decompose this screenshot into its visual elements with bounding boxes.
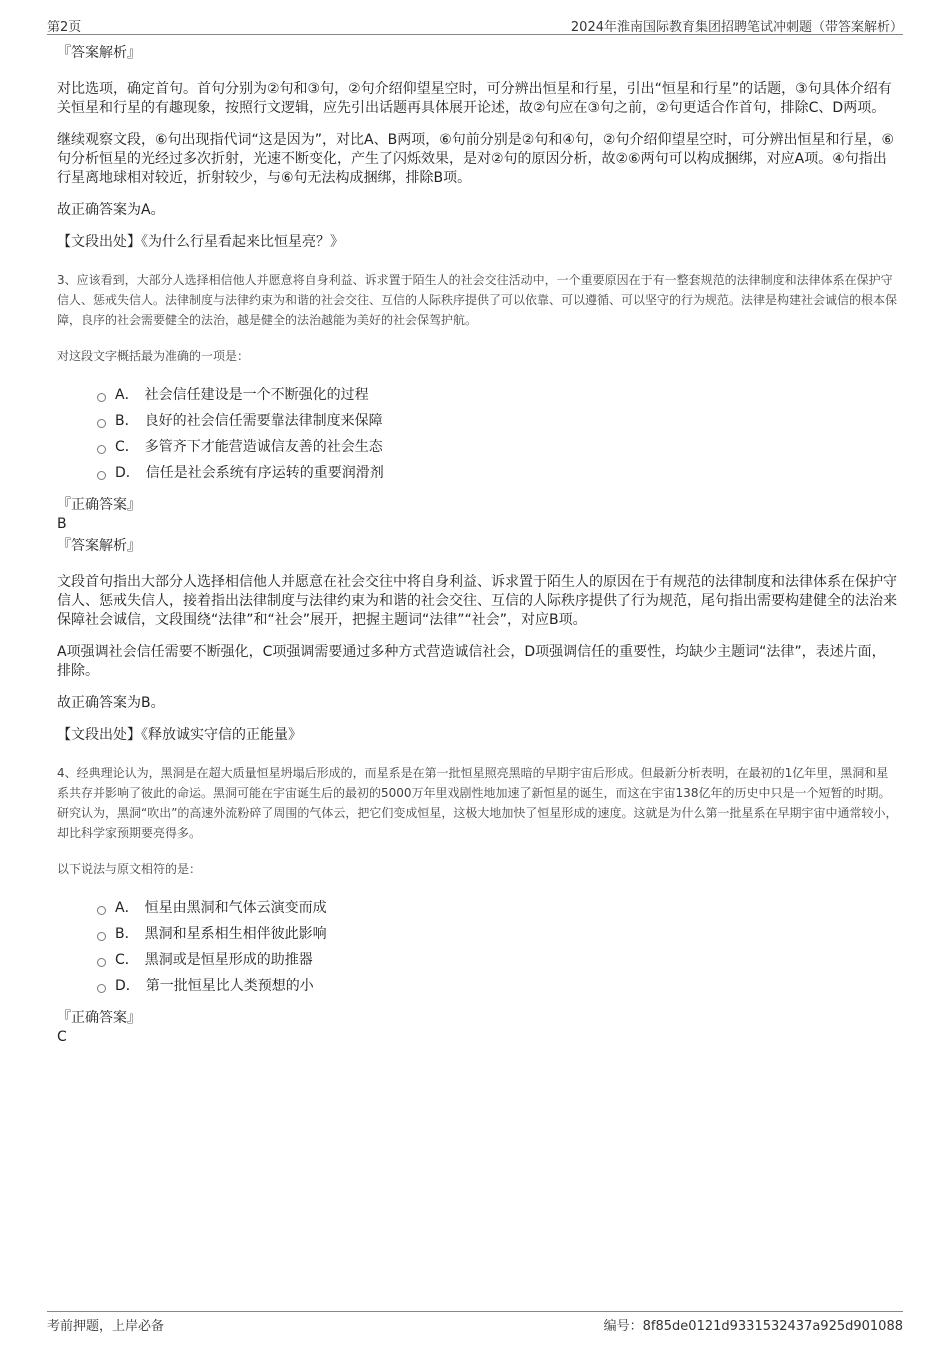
page-header (47, 14, 903, 35)
q4-passage: 4、经典理论认为，黑洞是在超大质量恒星坍塌后形成的，而星系是在第一批恒星照亮黑暗的早期宇宙后形成。但最新分析表明，在最初的1亿年里，黑洞和星系共存并影响了彼此的命运。黑洞可能在宇宙诞生后的最初的5000万年里戏剧性地加速了新恒星的诞生，而这在宇宙138亿年的历史中只是一个短暂的时期。研究认为，黑洞“吹出”的高速外流粉碎了周围的气体云，把它们变成恒星，这极大地加快了恒星形成的速度。这就是为什么第一批星系在早期宇宙中通常较小，却比科学家预期要亮得多。 (57, 766, 898, 840)
q4-option-c[interactable] (97, 947, 898, 973)
q3-option-c[interactable] (97, 434, 898, 460)
q3-passage: 3、应该看到，大部分人选择相信他人并愿意将自身利益、诉求置于陌生人的社会交往活动中，一个重要原因在于有一整套规范的法律制度和法律体系在保护守信人、惩戒失信人。法律制度与法律约束为和谐的社会交往、互信的人际秩序提供了可以依靠、可以遵循、可以坚守的行为规范。法律是构建社会诚信的根本保障，良序的社会需要健全的法治，越是健全的法治越能为美好的社会保驾护航。 (57, 273, 898, 327)
q3-analysis-paragraph: 故正确答案为B。 (57, 695, 165, 711)
q3-analysis-paragraph: 文段首句指出大部分人选择相信他人并愿意在社会交往中将自身利益、诉求置于陌生人的原因在于有规范的法律制度和法律体系在保护守信人、惩戒失信人，接着指出法律制度与法律约束为和谐的社会交往、互信的人际秩序提供了行为规范，尾句指出需要构建健全的法治来保障社会诚信，文段围绕“法律”和“社会”展开，把握主题词“法律”“社会”，对应B项。 (57, 574, 897, 628)
option-letter: A． (115, 387, 139, 403)
radio-icon[interactable] (97, 984, 106, 993)
option-text: 黑洞或是恒星形成的助推器 (144, 952, 313, 968)
option-text: 多管齐下才能营造诚信友善的社会生态 (144, 439, 383, 455)
radio-icon[interactable] (97, 393, 106, 402)
option-letter: C． (115, 439, 139, 455)
q2-analysis-label: 『答案解析』 (57, 45, 141, 61)
document-code (604, 1315, 903, 1334)
q3-source: 【文段出处】《释放诚实守信的正能量》 (57, 727, 302, 743)
radio-icon[interactable] (97, 471, 106, 480)
q3-options (97, 382, 898, 486)
option-text: 社会信任建设是一个不断强化的过程 (144, 387, 369, 403)
option-letter: D． (115, 465, 140, 481)
q4-option-d[interactable] (97, 973, 898, 999)
q4-correct-answer: C (57, 1029, 67, 1045)
radio-icon[interactable] (97, 958, 106, 967)
footer-slogan: 考前押题，上岸必备 (47, 1319, 165, 1334)
option-text: 信任是社会系统有序运转的重要润滑剂 (145, 465, 384, 481)
option-letter: C． (115, 952, 139, 968)
q3-correct-answer: B (57, 516, 67, 532)
option-letter: A． (115, 900, 139, 916)
radio-icon[interactable] (97, 445, 106, 454)
q2-analysis-paragraph: 对比选项，确定首句。首句分别为②句和③句，②句介绍仰望星空时，可分辨出恒星和行星，引出“恒星和行星”的话题，③句具体介绍有关恒星和行星的有趣现象，按照行文逻辑，应先引出话题再具体展开论述，故②句应在③句之前，②句更适合作首句，排除C、D两项。 (57, 81, 892, 116)
q3-option-a[interactable] (97, 382, 898, 408)
document-body (57, 44, 898, 1050)
radio-icon[interactable] (97, 419, 106, 428)
q2-analysis-paragraph: 故正确答案为A。 (57, 202, 165, 218)
q3-prompt: 对这段文字概括最为准确的一项是： (57, 349, 250, 363)
q4-correct-label: 『正确答案』 (57, 1010, 141, 1026)
page-footer (47, 1311, 903, 1332)
document-title: 2024年淮南国际教育集团招聘笔试冲刺题（带答案解析） (570, 20, 903, 35)
q4-prompt: 以下说法与原文相符的是： (57, 862, 202, 876)
q4-options (97, 895, 898, 999)
option-text: 良好的社会信任需要靠法律制度来保障 (144, 413, 383, 429)
radio-icon[interactable] (97, 906, 106, 915)
q3-option-b[interactable] (97, 408, 898, 434)
option-text: 黑洞和星系相生相伴彼此影响 (144, 926, 327, 942)
option-letter: D． (115, 978, 140, 994)
q4-option-b[interactable] (97, 921, 898, 947)
radio-icon[interactable] (97, 932, 106, 941)
option-letter: B． (115, 413, 139, 429)
q4-option-a[interactable] (97, 895, 898, 921)
q3-analysis-paragraph: A项强调社会信任需要不断强化，C项强调需要通过多种方式营造诚信社会，D项强调信任的重要性，均缺少主题词“法律”，表述片面，排除。 (57, 644, 886, 679)
q2-analysis-paragraph: 继续观察文段，⑥句出现指代词“这是因为”，对比A、B两项，⑥句前分别是②句和④句，②句介绍仰望星空时，可分辨出恒星和行星，⑥句分析恒星的光经过多次折射，光速不断变化，产生了闪烁效果，是对②句的原因分析，故②⑥两句可以构成捆绑，对应A项。④句指出行星离地球相对较近，折射较少，与⑥句无法构成捆绑，排除B项。 (57, 132, 894, 186)
q3-option-d[interactable] (97, 460, 898, 486)
option-text: 恒星由黑洞和气体云演变而成 (144, 900, 327, 916)
page-number: 第2页 (47, 20, 82, 35)
code-value: 8f85de0121d9331532437a925d901088 (642, 1319, 903, 1334)
code-label: 编号： (603, 1319, 643, 1334)
option-letter: B． (115, 926, 139, 942)
q3-correct-label: 『正确答案』 (57, 497, 141, 513)
q3-analysis-label: 『答案解析』 (57, 538, 141, 554)
option-text: 第一批恒星比人类预想的小 (145, 978, 314, 994)
q2-source: 【文段出处】《为什么行星看起来比恒星亮？》 (57, 234, 344, 250)
